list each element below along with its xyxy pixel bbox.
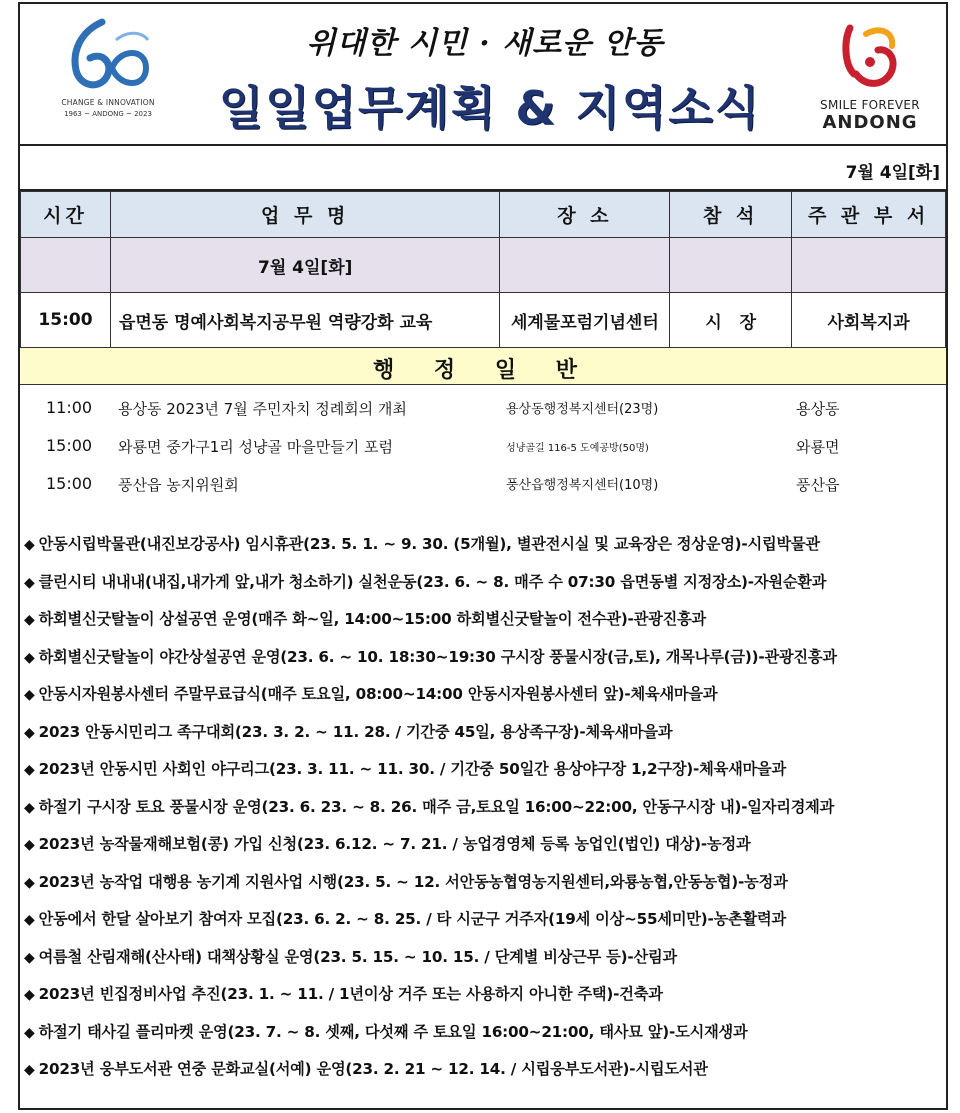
anniversary-60-icon [62, 18, 154, 98]
diamond-bullet-icon: ◆ [24, 874, 35, 891]
notice-item [20, 901, 946, 939]
day-label: 7월 4일[화] [110, 238, 500, 293]
schedule-day-row [21, 238, 946, 293]
row-event: 읍면동 명예사회복지공무원 역량강화 교육 [110, 293, 500, 348]
diamond-bullet-icon: ◆ [24, 1024, 35, 1041]
day-cell-empty [500, 238, 670, 293]
brand-caption-1: SMILE FOREVER [820, 98, 920, 112]
diamond-bullet-icon: ◆ [24, 612, 35, 628]
notice-item [20, 676, 946, 714]
notice-item [20, 939, 946, 977]
admin-list [20, 389, 946, 503]
notice-text: 하회별신굿탈놀이 야간상설공연 운영(23. 6. ~ 10. 18:30~19:30 구시장 풍물시장(금,토), 개목나루(금))-관광진흥과 [38, 647, 837, 666]
diamond-bullet-icon: ◆ [24, 912, 35, 928]
notice-text: 안동시립박물관(내진보강공사) 임시휴관(23. 5. 1. ~ 9. 30. (5개월), 별관전시실 및 교육장은 정상운영)-시립박물관 [38, 535, 820, 553]
diamond-bullet-icon: ◆ [24, 987, 35, 1003]
day-cell-empty [670, 238, 792, 293]
brand-caption-2: ANDONG [822, 112, 918, 133]
logo-caption-1: CHANGE & INNOVATION [61, 98, 155, 107]
schedule-header-row [21, 192, 946, 238]
header-dept: 주 관 부 서 [792, 192, 946, 238]
logo-caption-2: 1963 ~ ANDONG ~ 2023 [64, 110, 152, 118]
diamond-bullet-icon: ◆ [24, 837, 35, 853]
notice-text: 2023년 웅부도서관 연중 문화교실(서예) 운영(23. 2. 21 ~ 12. 14. / 시립웅부도서관)-시립도서관 [38, 1060, 708, 1078]
header-time: 시간 [21, 192, 111, 238]
admin-dept: 용상동 [796, 400, 840, 418]
diamond-bullet-icon: ◆ [24, 762, 35, 778]
admin-dept: 와룡면 [796, 438, 840, 456]
date-row [20, 146, 946, 191]
diamond-bullet-icon: ◆ [24, 649, 35, 666]
header-attendee: 참 석 [670, 192, 792, 238]
admin-time: 15:00 [46, 436, 93, 455]
diamond-bullet-icon: ◆ [24, 949, 35, 966]
notice-text: 2023년 농작업 대행용 농기계 지원사업 시행(23. 5. ~ 12. 서안동농협영농지원센터,와룡농협,안동농협)-농정과 [38, 872, 788, 891]
notice-item [20, 564, 946, 602]
notice-text: 여름철 산림재해(산사태) 대책상황실 운영(23. 5. 15. ~ 10. 15. / 단계별 비상근무 등)-산림과 [38, 947, 677, 966]
diamond-bullet-icon: ◆ [24, 1062, 35, 1078]
notice-text: 하절기 태사길 플리마켓 운영(23. 7. ~ 8. 셋째, 다섯째 주 토요일 16:00~21:00, 태사묘 앞)-도시재생과 [38, 1022, 748, 1041]
list-item [20, 389, 946, 427]
section-title: 행 정 일 반 [373, 358, 593, 383]
admin-event: 용상동 2023년 7월 주민자치 정례회의 개최 [118, 400, 407, 418]
row-dept: 사회복지과 [792, 293, 946, 348]
notice-item [20, 714, 946, 752]
notice-text: 하회별신굿탈놀이 상설공연 운영(매주 화~일, 14:00~15:00 하회별신굿탈놀이 전수관)-관광진흥과 [38, 610, 707, 628]
notice-text: 2023년 농작물재해보험(콩) 가입 신청(23. 6.12. ~ 7. 21. / 농업경영체 등록 농업인(법인) 대상)-농정과 [38, 835, 751, 853]
page-title: 일일업무계획 & 지역소식 [218, 81, 762, 135]
admin-place: 용상동행정복지센터(23명) [506, 402, 659, 417]
row-attendee: 시 장 [670, 293, 792, 348]
notice-item [20, 826, 946, 864]
notice-item [20, 639, 946, 677]
smile-forever-icon [836, 20, 904, 96]
notice-text: 2023년 빈집정비사업 추진(23. 1. ~ 11. / 1년이상 거주 또는 사용하지 아니한 주택)-건축과 [38, 985, 663, 1003]
notice-item [20, 751, 946, 789]
admin-place: 풍산읍행정복지센터(10명) [506, 478, 659, 493]
notice-text: 안동시자원봉사센터 주말무료급식(매주 토요일, 08:00~14:00 안동시자원봉사센터 앞)-체육새마을과 [38, 685, 718, 703]
document-header [20, 4, 946, 146]
list-item [20, 465, 946, 503]
notice-item [20, 601, 946, 639]
notice-list [20, 526, 946, 1089]
diamond-bullet-icon: ◆ [24, 537, 35, 553]
60th-anniversary-logo [48, 18, 168, 128]
diamond-bullet-icon: ◆ [24, 724, 35, 741]
notice-item [20, 1051, 946, 1089]
admin-dept: 풍산읍 [796, 476, 840, 494]
table-row [21, 293, 946, 348]
notice-item [20, 864, 946, 902]
notice-text: 안동에서 한달 살아보기 참여자 모집(23. 6. 2. ~ 8. 25. / 타 시군구 거주자(19세 이상~55세미만)-농촌활력과 [38, 910, 786, 928]
section-heading-admin [20, 347, 946, 385]
list-item [20, 427, 946, 465]
notice-item [20, 789, 946, 827]
header-event: 업 무 명 [110, 192, 500, 238]
admin-event: 와룡면 중가구1리 성냥골 마을만들기 포럼 [118, 438, 393, 456]
notice-text: 2023년 안동시민 사회인 야구리그(23. 3. 11. ~ 11. 30. / 기간중 50일간 용상야구장 1,2구장)-체육새마을과 [38, 760, 786, 778]
row-place: 세계물포럼기념센터 [500, 293, 670, 348]
city-slogan: 위대한 시민 · 새로운 안동 [306, 26, 664, 61]
notice-text: 클린시티 내내내(내집,내가게 앞,내가 청소하기) 실천운동(23. 6. ~ 8. 매주 수 07:30 읍면동별 지정장소)-자원순환과 [38, 572, 827, 591]
schedule-table [20, 191, 946, 348]
notice-text: 하절기 구시장 토요 풍물시장 운영(23. 6. 23. ~ 8. 26. 매주 금,토요일 16:00~22:00, 안동구시장 내)-일자리경제과 [38, 797, 835, 816]
andong-brand-logo [800, 14, 940, 139]
diamond-bullet-icon: ◆ [24, 574, 35, 591]
row-time: 15:00 [21, 293, 111, 348]
day-cell-empty [21, 238, 111, 293]
header-place: 장 소 [500, 192, 670, 238]
admin-time: 11:00 [46, 398, 93, 417]
document-page [18, 2, 948, 1110]
diamond-bullet-icon: ◆ [24, 799, 35, 816]
notice-text: 2023 안동시민리그 족구대회(23. 3. 2. ~ 11. 28. / 기간중 45일, 용상족구장)-체육새마을과 [38, 722, 673, 741]
admin-event: 풍산읍 농지위원회 [118, 476, 239, 494]
notice-item [20, 1014, 946, 1052]
document-date: 7월 4일[화] [845, 163, 940, 183]
admin-place: 성냥골길 116-5 도예공방(50명) [506, 443, 649, 454]
notice-item [20, 526, 946, 564]
diamond-bullet-icon: ◆ [24, 687, 35, 703]
day-cell-empty [792, 238, 946, 293]
notice-item [20, 976, 946, 1014]
admin-time: 15:00 [46, 474, 93, 493]
